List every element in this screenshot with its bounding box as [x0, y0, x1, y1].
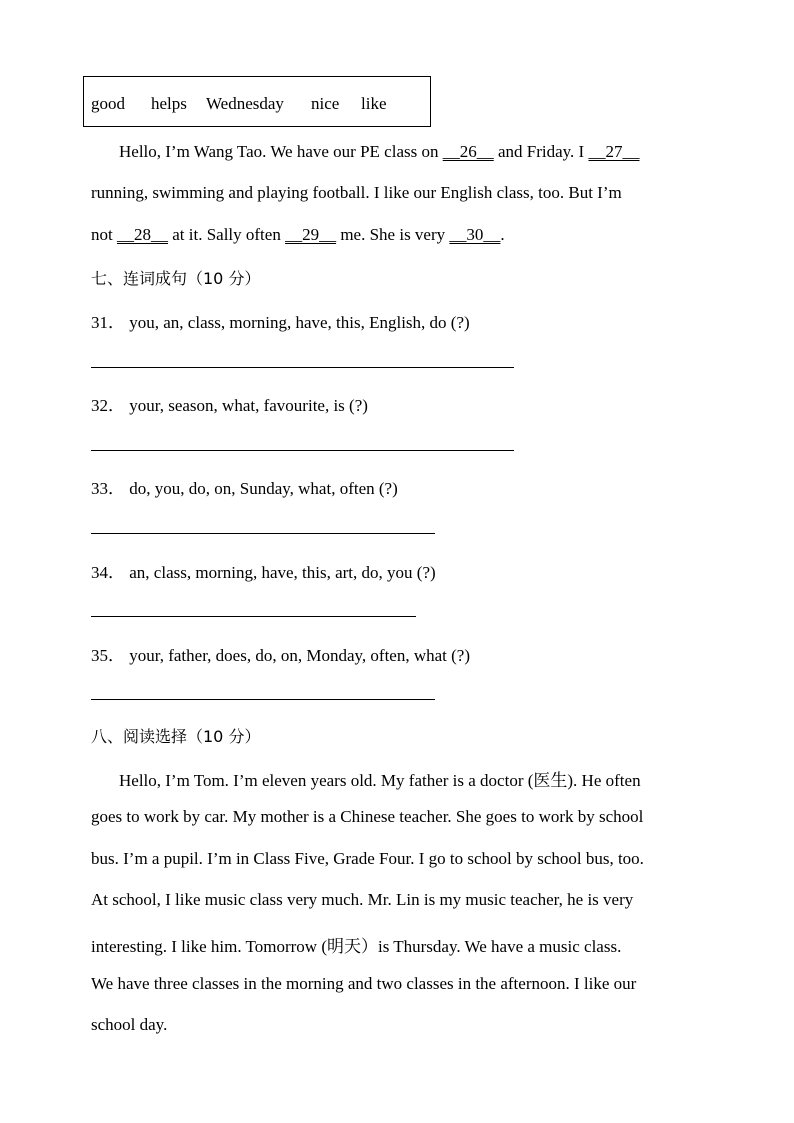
word-bank-item: nice [311, 94, 340, 113]
reading-line: school day. [91, 1015, 168, 1034]
word-bank-box [83, 76, 431, 127]
word-bank-item: like [361, 94, 387, 113]
blank-28: __28__ [116, 225, 168, 244]
reading-line: We have three classes in the morning and two classes in the afternoon. I like our [91, 974, 637, 993]
question-31: 31． you, an, class, morning, have, this, English, do (?) [91, 313, 470, 332]
cloze-text: at it. Sally often [167, 225, 286, 244]
blank-26: __26__ [442, 142, 494, 161]
answer-line-34[interactable] [91, 616, 416, 617]
answer-line-33[interactable] [91, 533, 435, 534]
cloze-text: and Friday. I [493, 142, 589, 161]
blank-30: __30__ [449, 225, 501, 244]
answer-line-32[interactable] [91, 450, 514, 451]
word-bank-item: good [91, 94, 125, 113]
question-32: 32． your, season, what, favourite, is (?) [91, 396, 368, 415]
cloze-text: not [91, 225, 117, 244]
reading-line: bus. I’m a pupil. I’m in Class Five, Grade Four. I go to school by school bus, too. [91, 849, 644, 868]
answer-line-31[interactable] [91, 367, 514, 368]
cloze-text: me. She is very [336, 225, 450, 244]
word-bank-item: helps [151, 94, 187, 113]
cloze-line-1 [119, 142, 639, 162]
cloze-line-2: running, swimming and playing football. I like our English class, too. But I’m [91, 183, 622, 202]
reading-line: At school, I like music class very much. Mr. Lin is my music teacher, he is very [91, 890, 634, 909]
blank-27: __27__ [588, 142, 640, 161]
reading-line: interesting. I like him. Tomorrow (明天）is Thursday. We have a music class. [91, 937, 622, 956]
word-bank-item: Wednesday [206, 94, 284, 113]
question-34: 34． an, class, morning, have, this, art, do, you (?) [91, 563, 436, 582]
question-33: 33． do, you, do, on, Sunday, what, often (?) [91, 479, 398, 498]
blank-29: __29__ [285, 225, 337, 244]
reading-line: goes to work by car. My mother is a Chinese teacher. She goes to work by school [91, 807, 644, 826]
cloze-text: . [500, 225, 505, 244]
cloze-line-3 [91, 225, 505, 245]
section-7-title: 七、连词成句（10 分） [91, 269, 261, 288]
section-8-title: 八、阅读选择（10 分） [91, 727, 261, 746]
answer-line-35[interactable] [91, 699, 435, 700]
reading-line: Hello, I’m Tom. I’m eleven years old. My father is a doctor (医生). He often [119, 771, 641, 790]
cloze-text: Hello, I’m Wang Tao. We have our PE class on [119, 142, 443, 161]
question-35: 35． your, father, does, do, on, Monday, often, what (?) [91, 646, 470, 665]
